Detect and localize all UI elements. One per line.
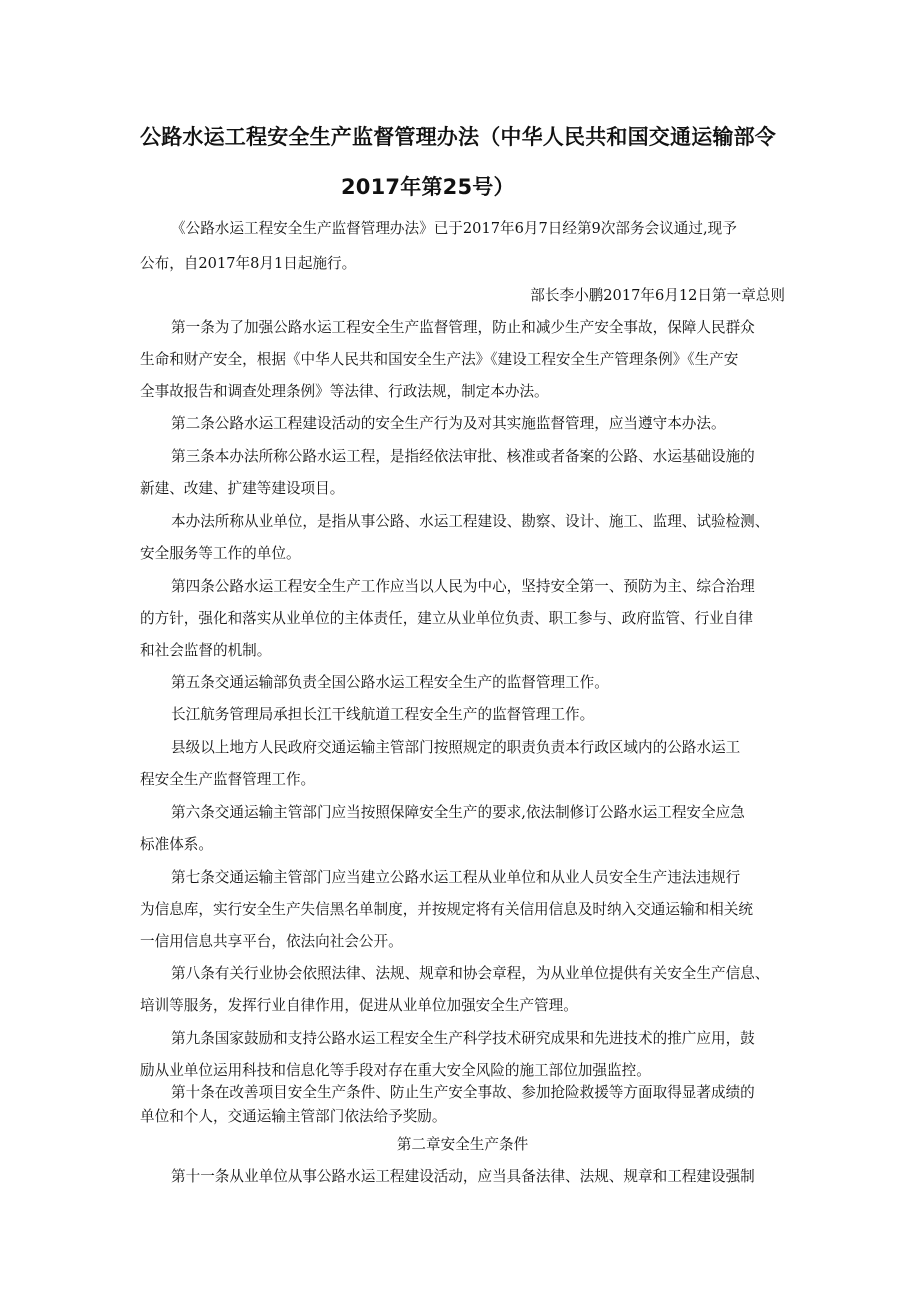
paragraph-line: 新建、改建、扩建等建设项目。: [140, 480, 345, 497]
paragraph-line: 一信用信息共享平台，依法向社会公开。: [140, 933, 403, 950]
paragraph-line: 生命和财产安全，根据《中华人民共和国安全生产法》《建设工程安全生产管理条例》《生产安: [140, 351, 739, 368]
paragraph-line: 励从业单位运用科技和信息化等手段对存在重大安全风险的施工部位加强监控。: [140, 1062, 651, 1079]
chapter-heading: 第二章安全生产条件: [396, 1136, 529, 1153]
paragraph-line: 第十一条从业单位从事公路水运工程建设活动，应当具备法律、法规、规章和工程建设强制: [171, 1168, 755, 1185]
paragraph-line: 长江航务管理局承担长江干线航道工程安全生产的监督管理工作。: [171, 706, 595, 723]
signature-line: 部长李小鹏2017年6月12日第一章总则: [530, 287, 785, 304]
paragraph-line: 安全服务等工作的单位。: [140, 545, 301, 562]
paragraph-line: 全事故报告和调查处理条例》等法律、行政法规，制定本办法。: [140, 383, 549, 400]
document-title-line-1: 公路水运工程安全生产监督管理办法（中华人民共和国交通运输部令: [140, 125, 776, 149]
paragraph-line: 第五条交通运输部负责全国公路水运工程安全生产的监督管理工作。: [171, 674, 609, 691]
paragraph-line: 第七条交通运输主管部门应当建立公路水运工程从业单位和从业人员安全生产违法违规行: [171, 869, 741, 886]
paragraph-line: 单位和个人，交通运输主管部门依法给予奖励。: [140, 1108, 447, 1125]
paragraph-line: 标准体系。: [140, 836, 213, 853]
paragraph-line: 为信息库，实行安全生产失信黑名单制度，并按规定将有关信用信息及时纳入交通运输和相关统: [140, 901, 753, 918]
paragraph-line: 第九条国家鼓励和支持公路水运工程安全生产科学技术研究成果和先进技术的推广应用，鼓: [171, 1030, 755, 1047]
paragraph-line: 第三条本办法所称公路水运工程，是指经依法审批、核准或者备案的公路、水运基础设施的: [171, 448, 755, 465]
paragraph-line: 第十条在改善项目安全生产条件、防止生产安全事故、参加抢险救援等方面取得显著成绩的: [171, 1084, 755, 1101]
paragraph-line: 第一条为了加强公路水运工程安全生产监督管理，防止和减少生产安全事故，保障人民群众: [171, 319, 755, 336]
paragraph-line: 第二条公路水运工程建设活动的安全生产行为及对其实施监督管理，应当遵守本办法。: [171, 415, 726, 432]
paragraph-line: 第六条交通运输主管部门应当按照保障安全生产的要求,依法制修订公路水运工程安全应急: [171, 804, 745, 821]
paragraph-line: 本办法所称从业单位，是指从事公路、水运工程建设、勘察、设计、施工、监理、试验检测、: [171, 513, 770, 530]
paragraph-line: 公布，自2017年8月1日起施行。: [140, 255, 357, 272]
paragraph-line: 程安全生产监督管理工作。: [140, 771, 316, 788]
paragraph-line: 县级以上地方人民政府交通运输主管部门按照规定的职责负责本行政区域内的公路水运工: [171, 739, 741, 756]
paragraph-line: 培训等服务，发挥行业自律作用，促进从业单位加强安全生产管理。: [140, 997, 578, 1014]
paragraph-line: 《公路水运工程安全生产监督管理办法》已于2017年6月7日经第9次部务会议通过,现予: [171, 220, 737, 237]
paragraph-line: 第八条有关行业协会依照法律、法规、规章和协会章程，为从业单位提供有关安全生产信息、: [171, 965, 770, 982]
document-title-line-2: 2017年第25号）: [341, 175, 515, 199]
paragraph-line: 的方针，强化和落实从业单位的主体责任，建立从业单位负责、职工参与、政府监管、行业自律: [140, 610, 753, 627]
paragraph-line: 和社会监督的机制。: [140, 642, 272, 659]
paragraph-line: 第四条公路水运工程安全生产工作应当以人民为中心，坚持安全第一、预防为主、综合治理: [171, 578, 755, 595]
